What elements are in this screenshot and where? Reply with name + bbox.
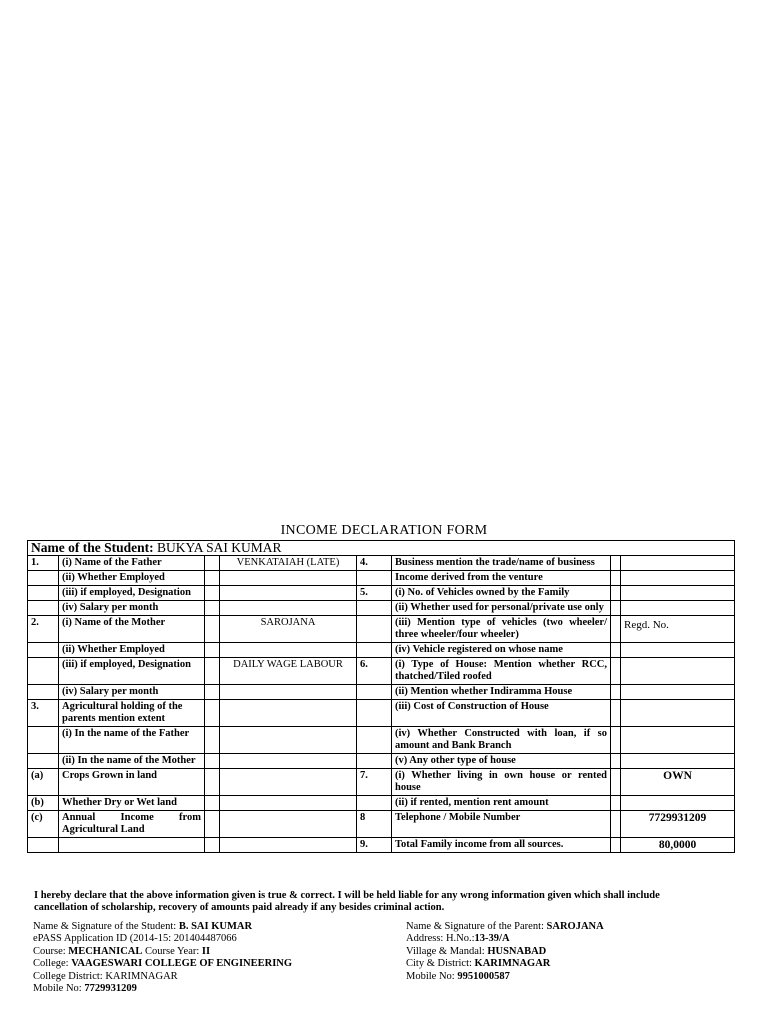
label: Address: H.No.:: [406, 933, 475, 945]
row-number: [357, 727, 392, 754]
row-number: [357, 754, 392, 769]
field-label: (iii) if employed, Designation: [59, 658, 205, 685]
spacer-cell: [205, 616, 220, 643]
income-declaration-table: [27, 540, 735, 853]
table-row: [28, 811, 735, 838]
spacer-cell: [205, 586, 220, 601]
field-value: [220, 571, 357, 586]
city-line: [406, 958, 604, 970]
spacer-cell: [205, 556, 220, 571]
row-number: [357, 685, 392, 700]
row-number: [28, 586, 59, 601]
field-label: (i) Whether living in own house or rented house: [392, 769, 611, 796]
declaration-text: I hereby declare that the above information given is true & correct. I will be held liable for any wrong information given which shall include cancellation of scholarship, recovery of amounts paid already if any besides criminal action.: [34, 890, 660, 913]
spacer-cell: [611, 586, 621, 601]
field-value: Regd. No.: [621, 616, 735, 643]
field-label: (i) Name of the Father: [59, 556, 205, 571]
field-label: (ii) Whether Employed: [59, 571, 205, 586]
table-row: [28, 700, 735, 727]
field-value: [220, 685, 357, 700]
row-number: 2.: [28, 616, 59, 643]
field-label: (iv) Vehicle registered on whose name: [392, 643, 611, 658]
table-row: [28, 727, 735, 754]
student-label: Name of the Student:: [31, 540, 154, 555]
value: II: [201, 945, 211, 957]
spacer-cell: [611, 796, 621, 811]
row-number: (b): [28, 796, 59, 811]
row-number: 6.: [357, 658, 392, 685]
field-label: Annual Income from Agricultural Land: [59, 811, 205, 838]
field-label: (iii) Mention type of vehicles (two wheeler/ three wheeler/four wheeler): [392, 616, 611, 643]
value: 7729931209: [84, 983, 137, 995]
field-label: (iv) Salary per month: [59, 685, 205, 700]
field-label: (v) Any other type of house: [392, 754, 611, 769]
value: 13-39/A: [474, 933, 510, 945]
row-number: 5.: [357, 586, 392, 601]
spacer-cell: [205, 685, 220, 700]
field-value: [621, 685, 735, 700]
spacer-cell: [205, 601, 220, 616]
field-label: (iv) Whether Constructed with loan, if so amount and Bank Branch: [392, 727, 611, 754]
student-name: BUKYA SAI KUMAR: [157, 540, 282, 555]
field-label: (ii) Whether Employed: [59, 643, 205, 658]
student-details: [33, 921, 292, 995]
field-label: (iii) Cost of Construction of House: [392, 700, 611, 727]
row-number: 1.: [28, 556, 59, 571]
spacer-cell: [611, 643, 621, 658]
college-line: [33, 958, 292, 970]
field-value: 7729931209: [621, 811, 735, 838]
epass-line: [33, 933, 292, 945]
field-label: (i) No. of Vehicles owned by the Family: [392, 586, 611, 601]
row-number: [28, 571, 59, 586]
spacer-cell: [611, 700, 621, 727]
spacer-cell: [611, 556, 621, 571]
table-row: [28, 601, 735, 616]
value: 9951000587: [457, 970, 510, 982]
value: VAAGESWARI COLLEGE OF ENGINEERING: [71, 958, 293, 970]
field-label: Income derived from the venture: [392, 571, 611, 586]
row-number: 8: [357, 811, 392, 838]
student-signature-line: [33, 921, 292, 933]
field-value: OWN: [621, 769, 735, 796]
field-value: [220, 796, 357, 811]
spacer-cell: [611, 769, 621, 796]
row-number: 7.: [357, 769, 392, 796]
row-number: 4.: [357, 556, 392, 571]
spacer-cell: [205, 643, 220, 658]
village-line: [406, 946, 604, 958]
spacer-cell: [611, 838, 621, 853]
spacer-cell: [205, 571, 220, 586]
parent-details: [406, 921, 604, 983]
value: MECHANICAL: [68, 945, 143, 957]
table-row: [28, 616, 735, 643]
spacer-cell: [611, 685, 621, 700]
course-line: [33, 946, 292, 958]
spacer-cell: [611, 727, 621, 754]
field-value: [220, 601, 357, 616]
value: KARIMNAGAR: [105, 970, 178, 982]
row-number: [28, 601, 59, 616]
field-label: (iii) if employed, Designation: [59, 586, 205, 601]
label: City & District:: [406, 958, 475, 970]
row-number: (a): [28, 769, 59, 796]
spacer-cell: [205, 838, 220, 853]
row-number: [28, 838, 59, 853]
label: Village & Mandal:: [406, 945, 488, 957]
field-value: [220, 754, 357, 769]
spacer-cell: [611, 616, 621, 643]
label: Name & Signature of the Student:: [33, 921, 179, 932]
field-label: Whether Dry or Wet land: [59, 796, 205, 811]
table-row: [28, 658, 735, 685]
row-number: [357, 571, 392, 586]
field-label: [59, 838, 205, 853]
field-value: [621, 727, 735, 754]
field-value: [220, 643, 357, 658]
row-number: [357, 601, 392, 616]
spacer-cell: [611, 601, 621, 616]
table-row: [28, 556, 735, 571]
field-label: (iv) Salary per month: [59, 601, 205, 616]
field-label: Total Family income from all sources.: [392, 838, 611, 853]
field-label: Business mention the trade/name of business: [392, 556, 611, 571]
spacer-cell: [205, 769, 220, 796]
row-number: [357, 700, 392, 727]
address-line: [406, 933, 604, 945]
field-value: SAROJANA: [220, 616, 357, 643]
field-label: Crops Grown in land: [59, 769, 205, 796]
field-value: [621, 601, 735, 616]
field-value: [621, 658, 735, 685]
row-number: 3.: [28, 700, 59, 727]
field-value: [220, 811, 357, 838]
parent-signature-line: [406, 921, 604, 933]
label: Name & Signature of the Parent:: [406, 921, 547, 932]
field-value: [621, 571, 735, 586]
row-number: [28, 658, 59, 685]
field-label: (i) Name of the Mother: [59, 616, 205, 643]
form-title: INCOME DECLARATION FORM: [280, 523, 488, 538]
label: Course Year:: [142, 945, 202, 957]
row-number: 9.: [357, 838, 392, 853]
spacer-cell: [205, 700, 220, 727]
label: Course:: [33, 945, 69, 957]
spacer-cell: [205, 727, 220, 754]
field-value: [220, 769, 357, 796]
row-number: [357, 643, 392, 658]
spacer-cell: [205, 658, 220, 685]
field-value: [621, 586, 735, 601]
spacer-cell: [205, 811, 220, 838]
field-value: [220, 727, 357, 754]
spacer-cell: [611, 571, 621, 586]
spacer-cell: [611, 811, 621, 838]
table-row: [28, 796, 735, 811]
label: Mobile No:: [406, 970, 458, 982]
table-row: [28, 769, 735, 796]
field-value: [621, 700, 735, 727]
field-label: (i) Type of House: Mention whether RCC, thatched/Tiled roofed: [392, 658, 611, 685]
spacer-cell: [611, 754, 621, 769]
field-label: (i) In the name of the Father: [59, 727, 205, 754]
value: 201404487066: [173, 933, 237, 945]
field-label: Telephone / Mobile Number: [392, 811, 611, 838]
label: ePASS Application ID (2014-15:: [33, 933, 174, 945]
value: KARIMNAGAR: [474, 958, 551, 970]
label: College:: [33, 958, 72, 970]
field-value: [621, 643, 735, 658]
table-row: [28, 586, 735, 601]
value: SAROJANA: [546, 921, 604, 932]
table-row: [28, 754, 735, 769]
field-value: 80,0000: [621, 838, 735, 853]
row-number: [357, 616, 392, 643]
row-number: (c): [28, 811, 59, 838]
field-value: [621, 754, 735, 769]
field-value: DAILY WAGE LABOUR: [220, 658, 357, 685]
field-value: [621, 556, 735, 571]
field-label: Agricultural holding of the parents mention extent: [59, 700, 205, 727]
student-name-cell: [28, 541, 735, 556]
student-row: [28, 541, 735, 556]
field-value: [220, 586, 357, 601]
field-label: (ii) if rented, mention rent amount: [392, 796, 611, 811]
label: College District:: [33, 970, 106, 982]
field-value: [621, 796, 735, 811]
spacer-cell: [611, 658, 621, 685]
row-number: [28, 754, 59, 769]
row-number: [28, 643, 59, 658]
spacer-cell: [205, 754, 220, 769]
spacer-cell: [205, 796, 220, 811]
label: Mobile No:: [33, 983, 85, 995]
row-number: [28, 685, 59, 700]
field-label: (ii) Mention whether Indiramma House: [392, 685, 611, 700]
row-number: [357, 796, 392, 811]
table-row: [28, 643, 735, 658]
field-label: (ii) In the name of the Mother: [59, 754, 205, 769]
student-mobile-line: [33, 983, 292, 995]
table-row: [28, 571, 735, 586]
row-number: [28, 727, 59, 754]
value: B. SAI KUMAR: [178, 921, 253, 932]
table-row: [28, 685, 735, 700]
college-district-line: [33, 971, 292, 983]
parent-mobile-line: [406, 971, 604, 983]
field-value: [220, 838, 357, 853]
table-row: [28, 838, 735, 853]
field-value: [220, 700, 357, 727]
field-label: (ii) Whether used for personal/private use only: [392, 601, 611, 616]
value: HUSNABAD: [487, 945, 547, 957]
field-value: VENKATAIAH (LATE): [220, 556, 357, 571]
